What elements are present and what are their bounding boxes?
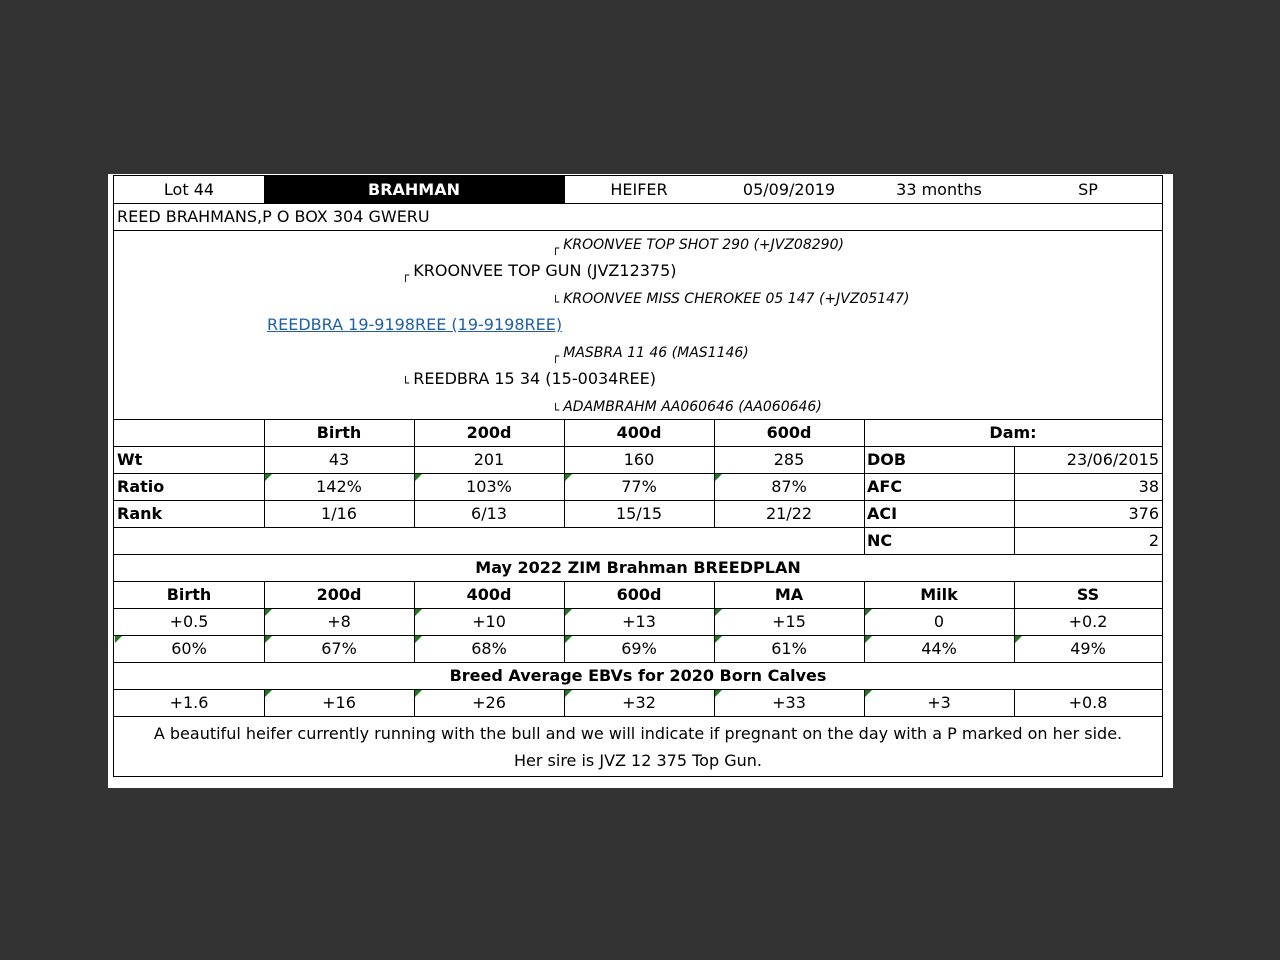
weights-col-600d: 600d — [766, 423, 812, 442]
ebv-col-header: 200d — [316, 585, 362, 604]
lot-table — [113, 175, 1163, 777]
ebv-value: +10 — [472, 612, 506, 631]
avg-value: +33 — [772, 693, 806, 712]
comment-marker-icon[interactable] — [265, 474, 272, 481]
code-cell: SP — [1078, 180, 1098, 199]
comment-marker-icon[interactable] — [265, 609, 272, 616]
weights-cell: 285 — [773, 450, 805, 469]
comment-marker-icon[interactable] — [415, 609, 422, 616]
ebv-col-header: 400d — [466, 585, 512, 604]
breed-average-title: Breed Average EBVs for 2020 Born Calves — [449, 666, 827, 685]
ebv-value: +13 — [622, 612, 656, 631]
avg-value: +3 — [927, 693, 951, 712]
weights-cell: 142% — [316, 477, 362, 496]
ebv-accuracy: 44% — [921, 639, 957, 658]
comment-marker-icon[interactable] — [415, 636, 422, 643]
comment-marker-icon[interactable] — [115, 636, 122, 643]
ebv-accuracy: 49% — [1070, 639, 1106, 658]
ebv-accuracy: 61% — [771, 639, 807, 658]
comment-marker-icon[interactable] — [865, 690, 872, 697]
comment-marker-icon[interactable] — [565, 474, 572, 481]
pedigree-dam-sire: ┌ MASBRA 11 46 (MAS1146) — [552, 345, 749, 363]
comment-marker-icon[interactable] — [865, 609, 872, 616]
lot-number: Lot 44 — [163, 180, 215, 199]
dam-label: DOB — [867, 450, 907, 469]
ebv-col-header: SS — [1076, 585, 1100, 604]
ebv-col-header: Milk — [920, 585, 958, 604]
comment-marker-icon[interactable] — [715, 609, 722, 616]
ebv-value: 0 — [933, 612, 945, 631]
pedigree-dam-dam: └ ADAMBRAHM AA060646 (AA060646) — [552, 399, 822, 417]
dam-label: AFC — [867, 477, 903, 496]
comment-marker-icon[interactable] — [565, 636, 572, 643]
pedigree-sire-dam: └ KROONVEE MISS CHEROKEE 05 147 (+JVZ05147) — [552, 291, 910, 309]
weights-cell: 77% — [621, 477, 657, 496]
dam-value: 2 — [1148, 531, 1159, 550]
breed-cell: BRAHMAN — [264, 176, 564, 203]
ebv-col-header: Birth — [166, 585, 212, 604]
avg-value: +26 — [472, 693, 506, 712]
comment-marker-icon[interactable] — [865, 636, 872, 643]
pedigree-animal-link[interactable]: REEDBRA 19-9198REE (19-9198REE) — [267, 315, 563, 334]
weights-col-birth: Birth — [316, 423, 362, 442]
comment-marker-icon[interactable] — [415, 690, 422, 697]
comment-marker-icon[interactable] — [715, 636, 722, 643]
avg-value: +0.8 — [1068, 693, 1108, 712]
ebv-value: +15 — [772, 612, 806, 631]
comment-marker-icon[interactable] — [715, 474, 722, 481]
notes-line-2: Her sire is JVZ 12 375 Top Gun. — [514, 751, 762, 770]
dam-value: 376 — [1128, 504, 1159, 523]
weights-col-200d: 200d — [466, 423, 512, 442]
dam-title: Dam: — [989, 423, 1037, 442]
lot-sheet — [108, 174, 1173, 788]
dam-label: ACI — [867, 504, 898, 523]
weights-cell: 1/16 — [321, 504, 357, 523]
weights-row-label: Ratio — [117, 477, 165, 496]
weights-cell: 103% — [466, 477, 512, 496]
comment-marker-icon[interactable] — [715, 690, 722, 697]
weights-cell: 6/13 — [471, 504, 507, 523]
lot-notes — [114, 716, 1162, 776]
dam-value: 23/06/2015 — [1066, 450, 1159, 469]
comment-marker-icon[interactable] — [1015, 636, 1022, 643]
weights-cell: 160 — [623, 450, 655, 469]
breedplan-title: May 2022 ZIM Brahman BREEDPLAN — [475, 558, 801, 577]
weights-cell: 87% — [771, 477, 807, 496]
dam-value: 38 — [1138, 477, 1159, 496]
ebv-value: +0.5 — [169, 612, 209, 631]
dob-cell: 05/09/2019 — [742, 180, 836, 199]
sex-cell: HEIFER — [610, 180, 668, 199]
weights-cell: 15/15 — [615, 504, 663, 523]
age-cell: 33 months — [896, 180, 982, 199]
comment-marker-icon[interactable] — [565, 609, 572, 616]
breeder-address: REED BRAHMANS,P O BOX 304 GWERU — [117, 207, 430, 226]
ebv-value: +0.2 — [1068, 612, 1108, 631]
pedigree-sire-sire: ┌ KROONVEE TOP SHOT 290 (+JVZ08290) — [552, 237, 844, 255]
pedigree-sire: ┌ KROONVEE TOP GUN (JVZ12375) — [402, 261, 677, 282]
comment-marker-icon[interactable] — [265, 690, 272, 697]
comment-marker-icon[interactable] — [415, 474, 422, 481]
weights-cell: 201 — [473, 450, 505, 469]
weights-cell: 43 — [328, 450, 350, 469]
ebv-accuracy: 69% — [621, 639, 657, 658]
weights-col-400d: 400d — [616, 423, 662, 442]
comment-marker-icon[interactable] — [265, 636, 272, 643]
ebv-col-header: 600d — [616, 585, 662, 604]
weights-row-label: Wt — [117, 450, 143, 469]
weights-cell: 21/22 — [765, 504, 813, 523]
avg-value: +1.6 — [169, 693, 209, 712]
dam-label: NC — [867, 531, 893, 550]
ebv-col-header: MA — [774, 585, 804, 604]
ebv-accuracy: 67% — [321, 639, 357, 658]
avg-value: +16 — [322, 693, 356, 712]
avg-value: +32 — [622, 693, 656, 712]
ebv-accuracy: 60% — [171, 639, 207, 658]
ebv-accuracy: 68% — [471, 639, 507, 658]
ebv-value: +8 — [327, 612, 351, 631]
comment-marker-icon[interactable] — [565, 690, 572, 697]
notes-line-1: A beautiful heifer currently running with the bull and we will indicate if pregnant on the day with a P marked on her side. — [153, 724, 1123, 743]
pedigree-dam: └ REEDBRA 15 34 (15-0034REE) — [402, 369, 656, 390]
weights-row-label: Rank — [117, 504, 163, 523]
